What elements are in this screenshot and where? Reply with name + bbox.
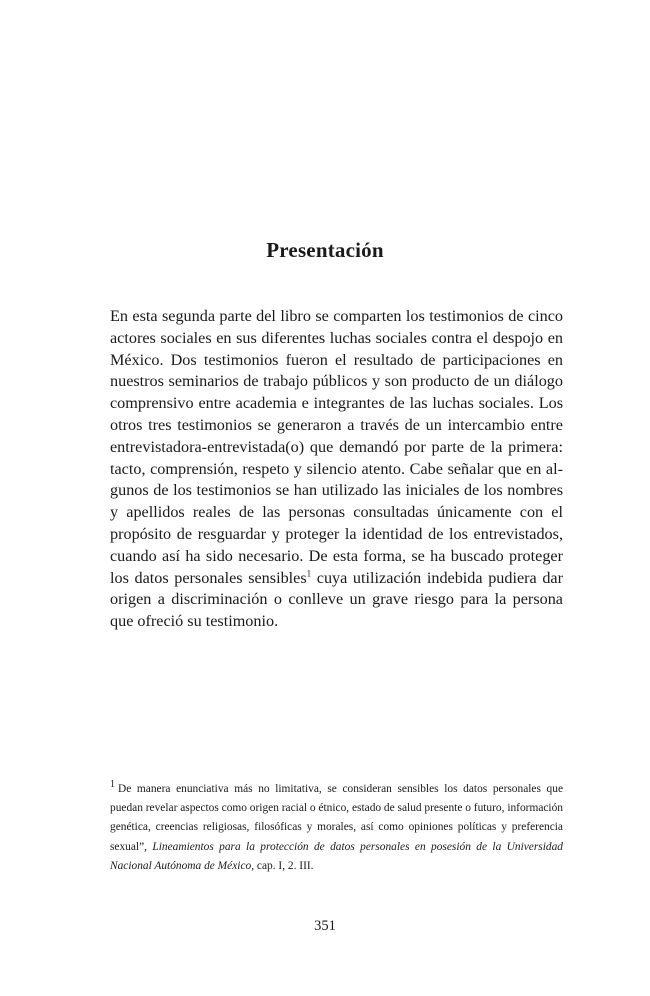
body-text-after-ref: cuya utilización indebida pudiera dar origen a discriminación o conlleve un grave riesgo para la persona que ofreció su testimonio.: [110, 568, 564, 631]
footnote-citation-end: , cap. I, 2. III.: [251, 859, 314, 872]
body-paragraph: [110, 306, 563, 633]
footnote: [110, 780, 563, 876]
page-title: Presentación: [266, 238, 384, 262]
footnote-citation-title: Lineamientos para la protección de datos personales en posesión de la Universidad Nacional Autónoma de México: [110, 840, 563, 872]
body-text-before-ref: En esta segunda parte del libro se comparten los testimonios de cinco actores sociales en sus diferentes luchas sociales contra el despojo en México. Dos testimonios fueron el resultado de participaciones en nuestros seminarios de trabajo públicos y son producto de un diálogo comprensivo entre academia e integrantes de las luchas sociales. Los otros tres testimonios se generaron a través de un intercambio entre entrevistadora-entrevistada(o) que demandó por parte de la primera: tacto, comprensión, respeto y silencio atento. Cabe señalar que en algunos de los testimonios se han utilizado las iniciales de los nombres y apellidos reales de las personas consultadas únicamente con el propósito de resguardar y proteger la identidad de los entrevistados, cuando así ha sido necesario. De esta forma, se ha buscado proteger los datos personales sensibles: [110, 307, 563, 587]
footnote-marker: 1: [110, 779, 115, 791]
page-number: 351: [314, 918, 336, 934]
footnote-text: De manera enunciativa más no limitativa, se consideran sensibles los datos personales que puedan revelar aspectos como origen racial o étnico, estado de salud presente o futuro, información genética, creencias religiosas, filosóficas y morales, así como opiniones políticas y preferencia sexual”,: [110, 783, 563, 853]
footnote-reference: 1: [306, 568, 312, 579]
